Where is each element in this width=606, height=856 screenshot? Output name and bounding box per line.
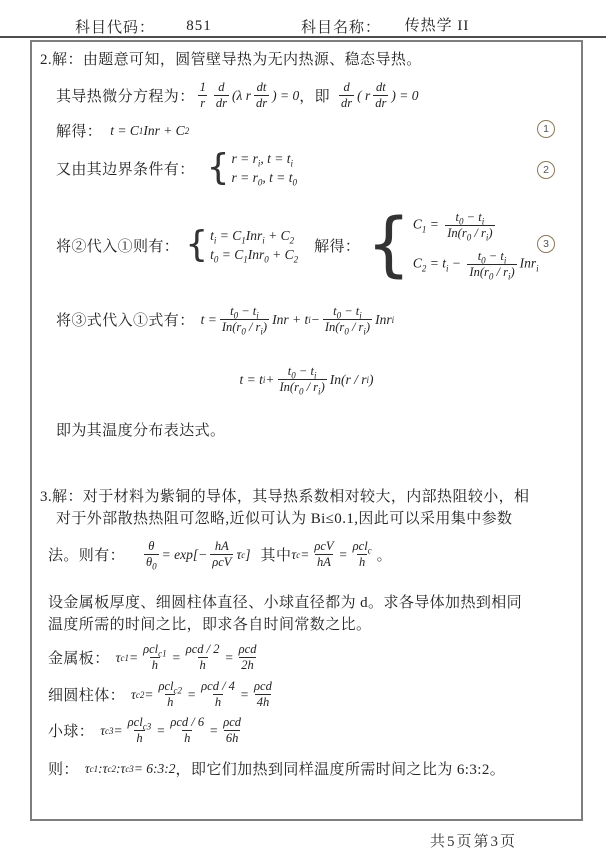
q2-boundary-conditions-formula: { $r = r_i$, $t = t_i$ $r = r_0$, $t = t_0$	[206, 147, 298, 189]
q3-intro-text-2: 对于外部散热热阻可忽略,近似可认为 Bi≤0.1,因此可以采用集中参数	[56, 511, 513, 527]
q2-diffeq-formula-2: $\frac{d}{dr}$ ( r $\frac{dt}{dr}$ ) = 0	[341, 80, 419, 110]
q3-sphere-formula: τ c3 = $\frac{\rho cl_{c3}}{h}$ = $\frac{\text{ρcd / 6}}{h}$ = $\frac{\text{ρcd}}{6h}$	[100, 715, 242, 745]
q2-diffeq-formula-1: $\frac{1}{r}$ $\frac{d}{dr}$ (λ r $\frac{dt}{dr}$ ) = 0	[199, 80, 300, 110]
q2-step2-line	[56, 304, 394, 335]
q2-substitution-line	[56, 203, 541, 286]
q2-temperature-distribution-formula: t = t i + $\frac{t_0 - t_i}{In(r_0 / r_i)}$ In(r / r i )	[239, 364, 374, 397]
q2-constants-formula: { $C_1$ = $\frac{t_0 - t_i}{In(r_0 / r_i)}$ $C_2 = t_i$ − $\frac{t_0 - t_i}{In(r_0 / r_i)}$ Inr$_i$	[366, 203, 539, 286]
q3-plate-formula: τ c1 = $\frac{\rho cl_{c1}}{h}$ = $\frac{\text{ρcd / 2}}{h}$ = $\frac{\text{ρcd}}{2h}$	[115, 642, 257, 672]
subject-name-label: 科目名称：	[301, 20, 382, 36]
q3-where-label: 其中	[260, 548, 292, 564]
q2-solve2-label: 解得：	[314, 238, 361, 255]
q3-lumped-parameter-formula: $\frac{\theta}{\theta_0}$ = exp[− $\frac{hA}{\text{ρcV}}$ τ c ]	[146, 539, 251, 572]
q3-ratio-conclusion-text: ，即它们加热到同样温度所需时间之比为 6:3:2。	[175, 762, 506, 778]
subject-code-label: 科目代码：	[75, 20, 156, 36]
q2-diffeq-connector: ，即	[299, 89, 331, 105]
q3-cylinder-formula: τ c2 = $\frac{\rho cl_{c2}}{h}$ = $\frac{\text{ρcd / 4}}{h}$ = $\frac{\text{ρcd}}{4h}$	[131, 679, 272, 709]
equation-number-2-value: 2	[543, 164, 549, 176]
page-number-footer	[430, 830, 517, 851]
q2-step2-formula: t = $\frac{t_0 - t_i}{In(r_0 / r_i)}$ Inr + t i − $\frac{t_0 - t_i}{In(r_0 / r_i)}$ Inr i	[200, 304, 395, 337]
equation-number-3	[537, 235, 555, 253]
q2-intro	[40, 48, 422, 69]
q2-step2-label: 将③式代入①式有：	[56, 313, 195, 329]
q3-method-label: 法。则有：	[48, 548, 126, 564]
q2-substitution-label: 将②代入①则有：	[56, 238, 180, 255]
q3-ratio-formula: τ c1 :τ c2 :τ c3 = 6:3:2	[84, 760, 176, 776]
q3-plate-line	[48, 642, 261, 673]
answer-sheet-box	[30, 40, 583, 821]
q3-setup-line1	[48, 591, 522, 612]
q3-sphere-label: 小球：	[48, 724, 95, 740]
q2-conclusion-line	[56, 419, 225, 440]
q2-solution-formula: t = C 1 Inr + C 2	[110, 122, 190, 138]
q3-cylinder-line	[48, 679, 277, 710]
subject-code-value: 851	[155, 18, 243, 37]
q3-cylinder-label: 细圆柱体：	[48, 688, 126, 704]
equation-number-2	[537, 161, 555, 179]
q2-diffeq-line	[56, 80, 419, 111]
page-header	[75, 14, 493, 37]
page-info-text: 共5页第3页	[430, 834, 518, 850]
q3-setup-line2	[48, 613, 371, 634]
q2-boundary-line	[56, 147, 299, 189]
q3-setup-text-1: 设金属板厚度、细圆柱体直径、小球直径都为 d。求各导体加热到相同	[48, 595, 523, 611]
q2-conclusion-text: 即为其温度分布表达式。	[56, 423, 226, 439]
q2-final-line	[32, 364, 581, 395]
equation-number-1	[537, 120, 555, 138]
q3-setup-text-2: 温度所需的时间之比，即求各自时间常数之比。	[48, 617, 372, 633]
q3-ratio-label: 则：	[48, 762, 79, 778]
q3-plate-label: 金属板：	[48, 651, 110, 667]
header-separator-line	[0, 36, 606, 38]
q2-intro-text: 2.解：由题意可知，圆管壁导热为无内热源、稳态导热。	[40, 52, 422, 68]
q3-tau-period: 。	[376, 548, 393, 564]
equation-number-1-value: 1	[543, 123, 549, 135]
q3-intro-text-1: 3.解：对于材料为紫铜的导体，其导热系数相对较大，内部热阻较小，相	[40, 489, 530, 505]
subject-name-value: 传热学 II	[381, 14, 493, 37]
q2-solve-line	[56, 120, 189, 141]
q3-intro-line1	[40, 485, 529, 506]
q3-intro-line2	[56, 507, 512, 528]
q3-time-constant-formula: τ c = $\frac{\text{ρcV}}{hA}$ = $\frac{\rho cl_c}{h}$	[291, 539, 372, 569]
q3-method-line	[48, 539, 392, 570]
equation-number-3-value: 3	[543, 238, 549, 250]
q3-sphere-line	[48, 715, 246, 746]
q2-substitution-formula: { $t_i = C_1Inr_i + C_2$ $t_0 = C_1Inr_0 + C_2$	[185, 223, 299, 265]
q2-solve-label: 解得：	[56, 124, 103, 140]
q2-diffeq-label: 其导热微分方程为：	[56, 89, 195, 105]
q2-boundary-label: 又由其边界条件有：	[56, 162, 195, 178]
q3-ratio-line	[48, 758, 505, 779]
